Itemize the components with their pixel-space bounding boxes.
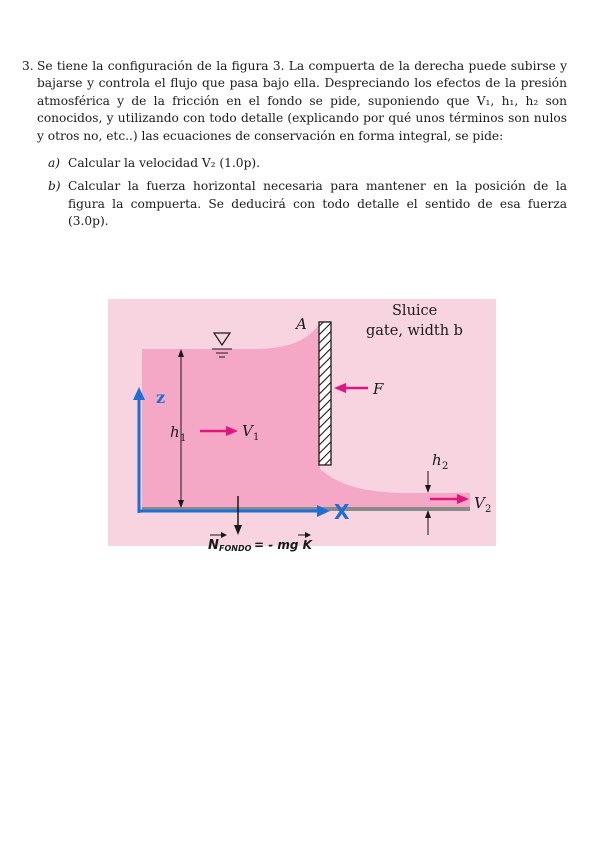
n-subscript: FONDO xyxy=(219,544,252,553)
water-region xyxy=(142,323,470,508)
problem-statement xyxy=(22,58,567,145)
free-surface-symbol xyxy=(214,333,230,345)
part-b-text: Calcular la fuerza horizontal necesaria para mantener en la posición de la figura la compuerta. Se deducirá con todo detalle el sentido de esa fuerza (3.0p). xyxy=(68,179,567,229)
x-axis-label: X xyxy=(334,500,350,524)
sluice-gate-figure xyxy=(108,299,496,553)
h1-label: h xyxy=(170,423,180,441)
h1-subscript: 1 xyxy=(180,433,187,444)
z-axis-label: z xyxy=(156,388,166,407)
part-a-text: Calcular la velocidad V₂ (1.0p). xyxy=(68,156,260,170)
part-a-label: a) xyxy=(48,156,61,170)
h2-subscript: 2 xyxy=(442,461,449,472)
sluice-gate xyxy=(319,322,331,465)
n-equation: = - mg K xyxy=(254,538,312,552)
problem-parts xyxy=(22,155,567,237)
v2-label: V xyxy=(474,494,485,512)
problem-text: Se tiene la configuración de la figura 3. La compuerta de la derecha puede subirse y bajarse y controla el flujo que pasa bajo ella. Despreciando los efectos de la presión atmosférica y de la fricción en el fondo se pide, suponiendo que V₁, h₁, h₂ son conocidos, y utilizando con todo detalle (explicando por qué unos términos son nulos y otros no, etc..) las ecuaciones de conservación en forma integral, se pide: xyxy=(37,59,567,143)
n-label: N xyxy=(208,538,219,553)
v1-label: V xyxy=(242,422,253,440)
part-a xyxy=(22,155,567,172)
f-label: F xyxy=(373,380,384,398)
v1-subscript: 1 xyxy=(253,432,260,443)
h2-label: h xyxy=(432,451,442,469)
problem-number: 3. xyxy=(22,59,34,73)
gate-title-line1: Sluice xyxy=(392,303,438,319)
gate-title-line2: gate, width b xyxy=(366,323,463,339)
part-b-label: b) xyxy=(48,179,61,194)
part-b xyxy=(22,178,567,230)
v2-subscript: 2 xyxy=(485,504,492,515)
figure-drawing xyxy=(108,299,496,553)
label-a: A xyxy=(296,315,307,333)
